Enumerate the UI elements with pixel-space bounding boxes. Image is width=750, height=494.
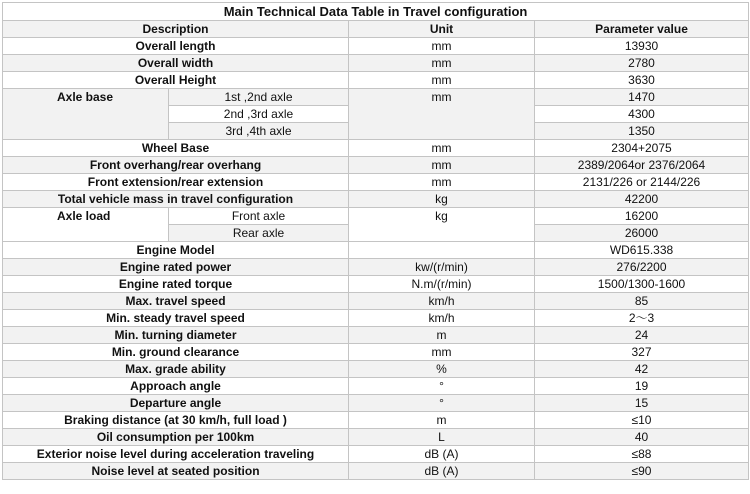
table-row xyxy=(3,361,749,378)
value-cell: 16200 xyxy=(535,208,749,225)
column-header-description: Description xyxy=(3,21,349,38)
table-row xyxy=(3,378,749,395)
group-label: Axle base xyxy=(3,89,169,140)
value-cell: 40 xyxy=(535,429,749,446)
description-cell: Braking distance (at 30 km/h, full load ) xyxy=(3,412,349,429)
description-cell: Total vehicle mass in travel configuration xyxy=(3,191,349,208)
description-cell: Engine rated torque xyxy=(3,276,349,293)
value-cell: WD615.338 xyxy=(535,242,749,259)
description-cell: Noise level at seated position xyxy=(3,463,349,480)
value-cell: ≤90 xyxy=(535,463,749,480)
description-cell: Front extension/rear extension xyxy=(3,174,349,191)
sub-label: 1st ,2nd axle xyxy=(169,89,349,106)
value-cell: 2389/2064or 2376/2064 xyxy=(535,157,749,174)
description-cell: Wheel Base xyxy=(3,140,349,157)
unit-cell: km/h xyxy=(349,310,535,327)
table-title: Main Technical Data Table in Travel configuration xyxy=(3,3,749,21)
group-label: Axle load xyxy=(3,208,169,242)
value-cell: 1470 xyxy=(535,89,749,106)
sub-label: Rear axle xyxy=(169,225,349,242)
unit-cell: ° xyxy=(349,378,535,395)
unit-cell: kg xyxy=(349,191,535,208)
table-row xyxy=(3,55,749,72)
table-row xyxy=(3,72,749,89)
unit-cell: mm xyxy=(349,55,535,72)
description-cell: Engine rated power xyxy=(3,259,349,276)
description-cell: Exterior noise level during acceleration traveling xyxy=(3,446,349,463)
value-cell: 2131/226 or 2144/226 xyxy=(535,174,749,191)
unit-cell: mm xyxy=(349,89,535,140)
technical-data-table xyxy=(2,2,749,480)
unit-cell: dB (A) xyxy=(349,463,535,480)
table-body xyxy=(3,38,749,480)
table-row xyxy=(3,89,749,106)
table-row xyxy=(3,259,749,276)
table-row xyxy=(3,395,749,412)
description-cell: Engine Model xyxy=(3,242,349,259)
sub-label: Front axle xyxy=(169,208,349,225)
unit-cell: L xyxy=(349,429,535,446)
description-cell: Front overhang/rear overhang xyxy=(3,157,349,174)
unit-cell: ° xyxy=(349,395,535,412)
value-cell: 276/2200 xyxy=(535,259,749,276)
unit-cell: % xyxy=(349,361,535,378)
value-cell: 85 xyxy=(535,293,749,310)
value-cell: 24 xyxy=(535,327,749,344)
description-cell: Oil consumption per 100km xyxy=(3,429,349,446)
description-cell: Overall width xyxy=(3,55,349,72)
unit-cell: mm xyxy=(349,38,535,55)
value-cell: 15 xyxy=(535,395,749,412)
value-cell: ≤10 xyxy=(535,412,749,429)
table-row xyxy=(3,310,749,327)
value-cell: 2304+2075 xyxy=(535,140,749,157)
value-cell: 2780 xyxy=(535,55,749,72)
table-row xyxy=(3,327,749,344)
unit-cell: mm xyxy=(349,140,535,157)
unit-cell: m xyxy=(349,412,535,429)
table-row xyxy=(3,446,749,463)
unit-cell: N.m/(r/min) xyxy=(349,276,535,293)
table-row xyxy=(3,412,749,429)
sub-label: 2nd ,3rd axle xyxy=(169,106,349,123)
value-cell: 2～3 xyxy=(535,310,749,327)
table-row xyxy=(3,208,749,225)
table-row xyxy=(3,242,749,259)
unit-cell: km/h xyxy=(349,293,535,310)
table-row xyxy=(3,174,749,191)
unit-cell: mm xyxy=(349,157,535,174)
unit-cell: kg xyxy=(349,208,535,242)
description-cell: Overall Height xyxy=(3,72,349,89)
value-cell: 42 xyxy=(535,361,749,378)
table-row xyxy=(3,344,749,361)
table-row xyxy=(3,429,749,446)
description-cell: Min. steady travel speed xyxy=(3,310,349,327)
table-row xyxy=(3,191,749,208)
value-cell: 19 xyxy=(535,378,749,395)
column-header-unit: Unit xyxy=(349,21,535,38)
value-cell: 13930 xyxy=(535,38,749,55)
description-cell: Approach angle xyxy=(3,378,349,395)
value-cell: ≤88 xyxy=(535,446,749,463)
description-cell: Overall length xyxy=(3,38,349,55)
description-cell: Min. ground clearance xyxy=(3,344,349,361)
unit-cell: m xyxy=(349,327,535,344)
value-cell: 4300 xyxy=(535,106,749,123)
unit-cell: dB (A) xyxy=(349,446,535,463)
table-row xyxy=(3,157,749,174)
table-row xyxy=(3,140,749,157)
column-header-parameter-value: Parameter value xyxy=(535,21,749,38)
value-cell: 42200 xyxy=(535,191,749,208)
unit-cell: mm xyxy=(349,344,535,361)
unit-cell: kw/(r/min) xyxy=(349,259,535,276)
description-cell: Max. travel speed xyxy=(3,293,349,310)
table-row xyxy=(3,463,749,480)
unit-cell: mm xyxy=(349,72,535,89)
value-cell: 3630 xyxy=(535,72,749,89)
unit-cell: mm xyxy=(349,174,535,191)
value-cell: 1500/1300-1600 xyxy=(535,276,749,293)
description-cell: Departure angle xyxy=(3,395,349,412)
spec-table-container xyxy=(2,2,748,480)
description-cell: Min. turning diameter xyxy=(3,327,349,344)
description-cell: Max. grade ability xyxy=(3,361,349,378)
sub-label: 3rd ,4th axle xyxy=(169,123,349,140)
value-cell: 1350 xyxy=(535,123,749,140)
table-row xyxy=(3,276,749,293)
table-row xyxy=(3,38,749,55)
table-row xyxy=(3,293,749,310)
unit-cell xyxy=(349,242,535,259)
value-cell: 327 xyxy=(535,344,749,361)
value-cell: 26000 xyxy=(535,225,749,242)
